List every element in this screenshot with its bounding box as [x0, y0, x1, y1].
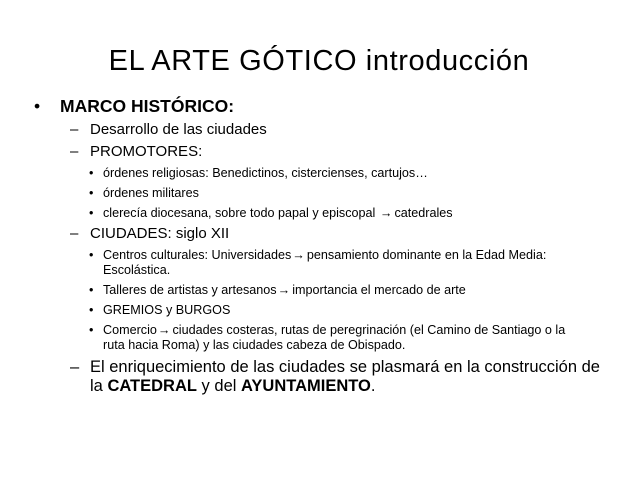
sub-text: Talleres de artistas y artesanos — [103, 283, 277, 297]
arrow-right-icon: → — [292, 248, 305, 262]
sub-comercio — [89, 323, 573, 353]
item-ciudades-text: CIUDADES: siglo XII — [90, 225, 230, 242]
sub-text: catedrales — [394, 206, 453, 220]
dash-icon: – — [70, 358, 80, 376]
sub-text: órdenes religiosas: Benedictinos, cistercienses, cartujos… — [103, 166, 428, 180]
sub-text: pensamiento dominante en la Edad Media: Escolástica. — [103, 248, 547, 277]
catedral-bold: CATEDRAL — [107, 377, 197, 395]
sub-ordenes-militares — [89, 186, 573, 201]
slide-title: EL ARTE GÓTICO introducción — [108, 45, 530, 77]
sub-text: importancia el mercado de arte — [292, 283, 466, 297]
item-enriquecimiento-text: . — [370, 377, 376, 395]
sub-gremios — [89, 303, 573, 318]
dot-icon: • — [89, 206, 94, 220]
bullet-marco-historico — [34, 95, 614, 117]
sub-text: GREMIOS y BURGOS — [103, 303, 231, 317]
item-promotores-text: PROMOTORES: — [90, 143, 203, 160]
sub-talleres — [89, 283, 573, 298]
dot-icon: • — [89, 323, 94, 337]
slide-content — [34, 95, 614, 396]
arrow-right-icon: → — [379, 206, 393, 220]
heading-label: MARCO HISTÓRICO: — [60, 96, 235, 116]
dot-icon: • — [89, 283, 94, 297]
item-desarrollo-text: Desarrollo de las ciudades — [90, 121, 267, 138]
item-ciudades — [70, 224, 614, 243]
ayuntamiento-bold: AYUNTAMIENTO — [241, 377, 371, 395]
arrow-right-icon: → — [277, 283, 291, 297]
sub-clerecia — [89, 206, 573, 221]
dot-icon: • — [89, 303, 94, 317]
dot-icon: • — [89, 166, 94, 180]
bullet-icon: • — [34, 96, 41, 116]
item-promotores — [70, 142, 614, 161]
item-enriquecimiento-text: El enriquecimiento de las ciudades se plasmará en la construcción de la — [90, 358, 600, 395]
item-enriquecimiento — [70, 358, 614, 396]
sub-text: clerecía diocesana, sobre todo papal y episcopal — [103, 206, 376, 220]
sub-text: Centros culturales: Universidades — [103, 248, 292, 262]
item-desarrollo — [70, 120, 614, 139]
sub-centros-culturales — [89, 248, 573, 278]
dash-icon: – — [70, 143, 79, 160]
item-enriquecimiento-text: y del — [196, 377, 241, 395]
dot-icon: • — [89, 248, 94, 262]
sub-text: ciudades costeras, rutas de peregrinación (el Camino de Santiago o la ruta hacia Roma) y las ciudades cabeza de Obispado. — [103, 323, 566, 352]
sub-text: Comercio — [103, 323, 157, 337]
dash-icon: – — [70, 225, 79, 242]
sub-ordenes-religiosas — [89, 166, 573, 181]
arrow-right-icon: → — [157, 323, 171, 337]
dash-icon: – — [70, 121, 79, 138]
sub-text: órdenes militares — [103, 186, 199, 200]
dot-icon: • — [89, 186, 94, 200]
